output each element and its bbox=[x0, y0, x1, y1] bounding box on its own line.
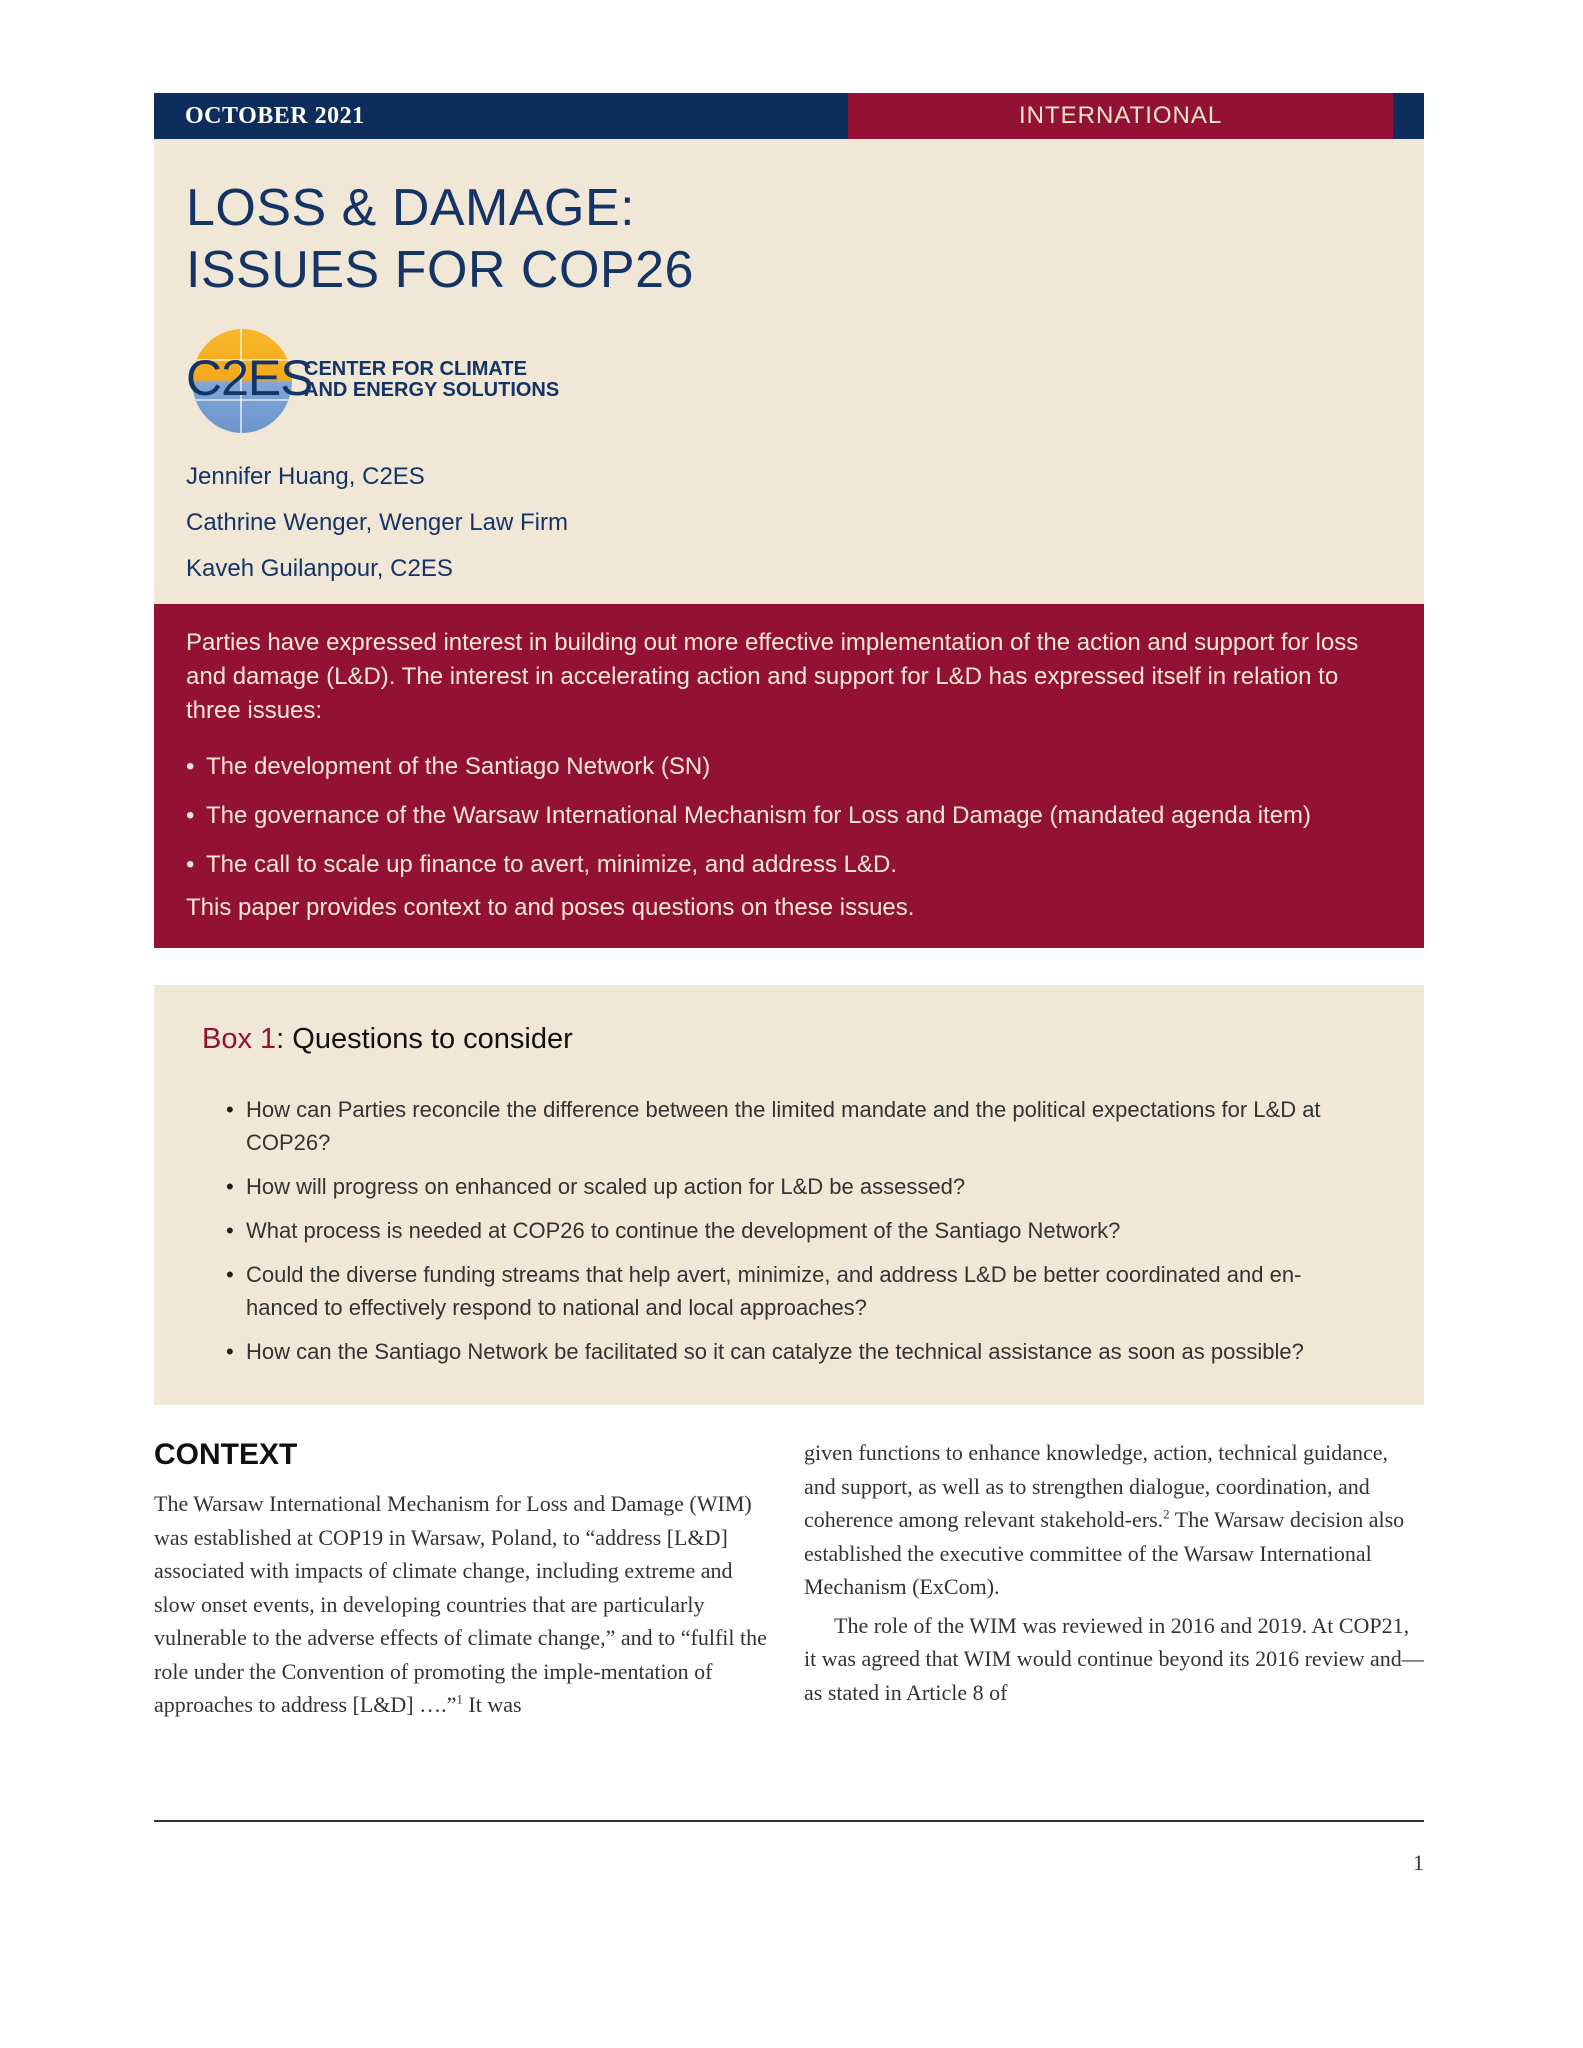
context-text: The Warsaw International Mechanism for Loss and Damage (WIM) was established at COP19 in Warsaw, Poland, to “address [L&D] associated with impacts of climate change, including extreme and slow onset events, in developing countries that are particularly vulnerable to the adverse effects of climate change,” and to “fulfil the role under the Convention of promoting the imple-mentation of approaches to address [L&D] ….” bbox=[154, 1491, 767, 1717]
context-heading: CONTEXT bbox=[154, 1438, 298, 1471]
context-paragraph bbox=[804, 1436, 1424, 1604]
question-item: • How can Parties reconcile the difference between the limited mandate and the political expectations for L&D at COP26? bbox=[226, 1093, 1366, 1159]
title-block bbox=[154, 139, 1424, 604]
banner-endcap bbox=[1393, 93, 1424, 139]
summary-outro: This paper provides context to and poses questions on these issues. bbox=[186, 894, 915, 921]
questions-box bbox=[154, 985, 1424, 1405]
author: Kaveh Guilanpour, C2ES bbox=[186, 555, 453, 582]
context-text: given functions to enhance knowledge, action, technical guidance, and support, as well as to strengthen dialogue, coordination, and coherence among relevant stakehold-ers. bbox=[804, 1440, 1389, 1532]
section-label: INTERNATIONAL bbox=[848, 93, 1392, 139]
logo-org-line-2: AND ENERGY SOLUTIONS bbox=[304, 379, 560, 401]
context-text-tail: It was bbox=[462, 1692, 522, 1717]
title-line-2: ISSUES FOR COP26 bbox=[186, 241, 694, 299]
summary-intro: Parties have expressed interest in building out more effective implementation of the action and support for loss and damage (L&D). The interest in accelerating action and support for L&D has expressed itself in relation to three issues: bbox=[186, 629, 1359, 724]
context-column-right bbox=[804, 1436, 1424, 1709]
question-item: • How can the Santiago Network be facilitated so it can catalyze the technical assistance as soon as possible? bbox=[226, 1335, 1366, 1368]
author: Cathrine Wenger, Wenger Law Firm bbox=[186, 509, 568, 536]
context-column-left bbox=[154, 1487, 774, 1722]
context-text: The Warsaw decision also established the executive committee of the Warsaw International Mechanism (ExCom). bbox=[804, 1507, 1405, 1599]
logo-org-line-1: CENTER FOR CLIMATE bbox=[304, 358, 527, 380]
question-list bbox=[226, 1093, 1366, 1379]
top-banner bbox=[154, 93, 1424, 139]
logo-org-name bbox=[304, 359, 559, 401]
publication-date: OCTOBER 2021 bbox=[154, 93, 848, 139]
summary-issue: • The call to scale up finance to avert, minimize, and address L&D. bbox=[186, 840, 1396, 889]
c2es-logo bbox=[186, 329, 606, 439]
summary-issue: • The governance of the Warsaw International Mechanism for Loss and Damage (mandated agenda item) bbox=[186, 791, 1396, 840]
box-heading bbox=[202, 1023, 573, 1056]
footer-rule bbox=[154, 1820, 1424, 1822]
footnote-ref[interactable]: 1 bbox=[456, 1691, 463, 1707]
context-paragraph: The role of the WIM was reviewed in 2016 and 2019. At COP21, it was agreed that WIM would continue beyond its 2016 review and—as stated in Article 8 of bbox=[804, 1612, 1424, 1705]
title-line-1: LOSS & DAMAGE: bbox=[186, 179, 636, 237]
question-item: • What process is needed at COP26 to continue the development of the Santiago Network? bbox=[226, 1214, 1366, 1247]
box-label: Box 1 bbox=[202, 1023, 277, 1055]
context-paragraph bbox=[154, 1487, 774, 1722]
question-item: • Could the diverse funding streams that help avert, minimize, and address L&D be better coordinated and en-hanced to effectively respond to national and local approaches? bbox=[226, 1258, 1366, 1324]
summary-issue: • The development of the Santiago Network (SN) bbox=[186, 742, 1396, 791]
summary-panel bbox=[154, 604, 1424, 948]
author: Jennifer Huang, C2ES bbox=[186, 463, 425, 490]
page-number: 1 bbox=[1413, 1850, 1424, 1875]
page-title bbox=[186, 177, 694, 301]
author-list bbox=[186, 454, 568, 592]
summary-issue-list bbox=[186, 742, 1396, 889]
footnote-ref[interactable]: 2 bbox=[1163, 1506, 1170, 1522]
box-title: : Questions to consider bbox=[276, 1023, 573, 1055]
logo-mark: C2ES bbox=[186, 350, 313, 406]
question-item: • How will progress on enhanced or scaled up action for L&D be assessed? bbox=[226, 1170, 1366, 1203]
